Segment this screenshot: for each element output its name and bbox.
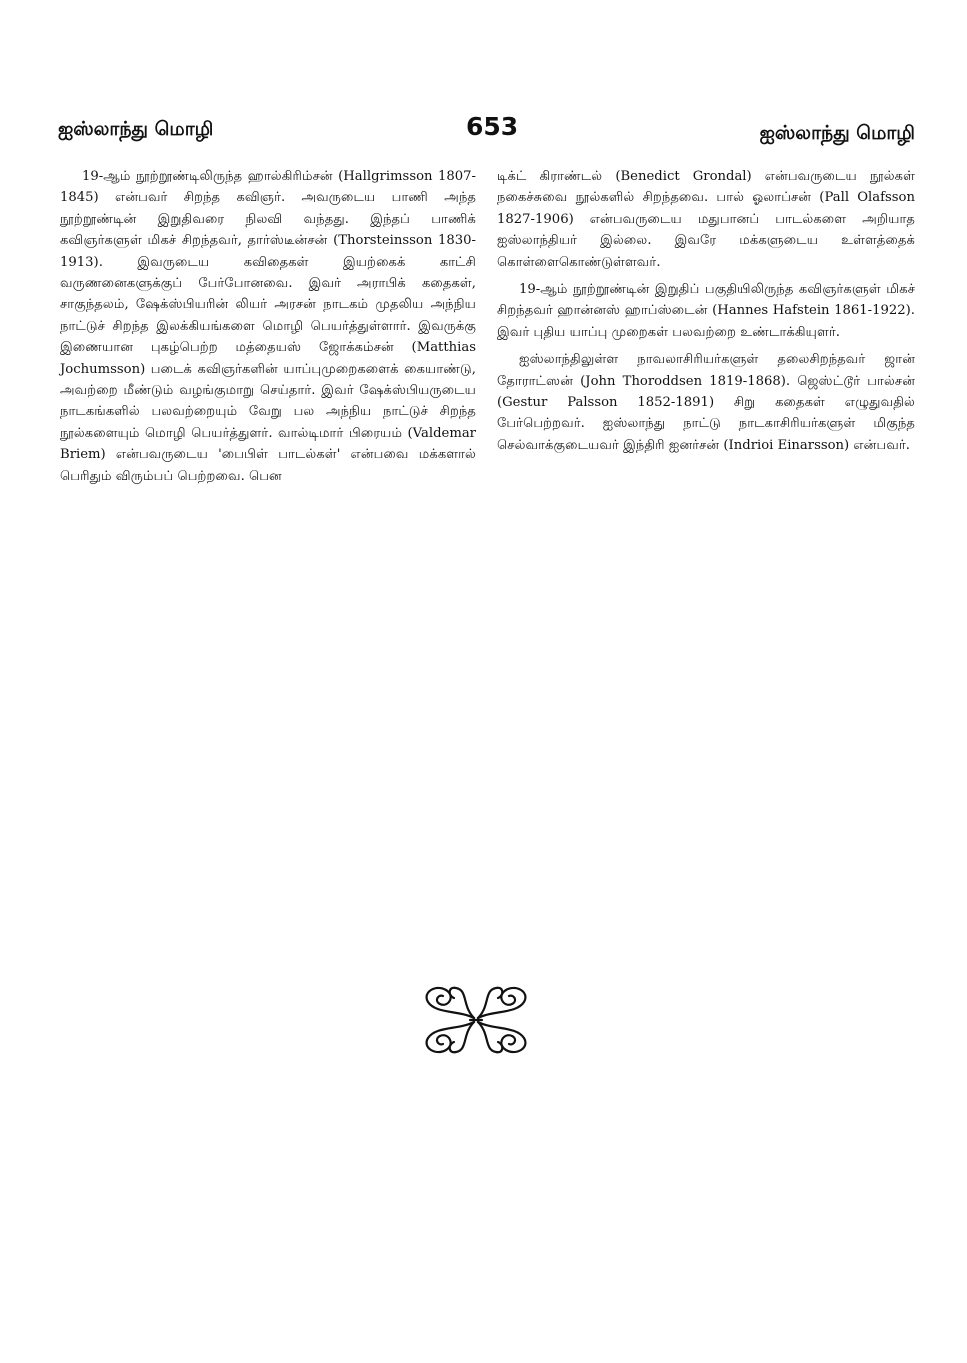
running-title-left: ஐஸ்லாந்து மொழி (58, 118, 214, 140)
left-column (60, 166, 476, 493)
decorative-ornament-icon (418, 980, 534, 1060)
running-title-right: ஐஸ்லாந்து மொழி (759, 122, 915, 144)
paragraph: ஐஸ்லாந்திலுள்ள நாவலாசிரியர்களுள் தலைசிறந்தவர் ஜான் தோராட்ஸன் (John Thoroddsen 1819-1868). ஜெஸ்ட்டூர் பால்சன் (Gestur Palsson 1852-1891) சிறு கதைகள் எழுதுவதில் பேர்பெற்றவர். ஐஸ்லாந்து நாட்டு நாடகாசிரியர்களுள் மிகுந்த செல்வாக்குடையவர் இந்திரி ஐனர்சன் (Indrioi Einarsson) என்பவர். (497, 352, 915, 453)
paragraph: 19-ஆம் நூற்றூண்டிலிருந்த ஹால்கிரிம்சன் (Hallgrimsson 1807-1845) என்பவர் சிறந்த கவிஞர். அவருடைய பாணி அந்த நூற்றூண்டின் இறுதிவரை நிலவி வந்தது. இந்தப் பாணிக் கவிஞர்களுள் மிகச் சிறந்தவர், தார்ஸ்டீன்சன் (Thorsteinsson 1830-1913). இவருடைய கவிதைகள் இயற்கைக் காட்சி வருணனைகளுக்குப் பேர்போனவை. இவர் அராபிக் கதைகள், சாகுந்தலம், ஷேக்ஸ்பியரின் லியர் அரசன் நாடகம் முதலிய அந்நிய நாட்டுச் சிறந்த இலக்கியங்களை மொழி பெயர்த்துள்ளார். இவருக்கு இணையான புகழ்பெற்ற மத்தையஸ் ஜோக்கம்சன் (Matthias Jochumsson) படைக் கவிஞர்களின் யாப்புமுறைகளைக் கையாண்டு, அவற்றை மீண்டும் வழங்குமாறு செய்தார். இவர் ஷேக்ஸ்பியருடைய நாடகங்களில் பலவற்றையும் வேறு பல அந்நிய நாட்டுச் சிறந்த நூல்களையும் மொழி பெயர்த்துளர். வால்டிமார் பிரையம் (Valdemar Briem) என்பவருடைய 'பைபிள் பாடல்கள்' என்பவை மக்களால் பெரிதும் விரும்பப் பெற்றவை. பென (60, 169, 476, 484)
right-column (497, 166, 915, 462)
page-header (0, 112, 967, 152)
paragraph: டிக்ட் கிராண்டல் (Benedict Grondal) என்பவருடைய நூல்கள் நகைச்சுவை நூல்களில் சிறந்தவை. பால் ஓலாப்சன் (Pall Olafsson 1827-1906) என்பவருடைய மதுபானப் பாடல்களை அறியாத ஐஸ்லாந்தியர் இல்லை. இவரே மக்களுடைய உள்ளத்தைக் கொள்ளைகொண்டுள்ளவர். (497, 169, 915, 270)
paragraph: 19-ஆம் நூற்றூண்டின் இறுதிப் பகுதியிலிருந்த கவிஞர்களுள் மிகச் சிறந்தவர் ஹான்னஸ் ஹாப்ஸ்டைன் (Hannes Hafstein 1861-1922). இவர் புதிய யாப்பு முறைகள் பலவற்றை உண்டாக்கியுளர். (497, 282, 915, 340)
page-number: 653 (466, 112, 519, 141)
